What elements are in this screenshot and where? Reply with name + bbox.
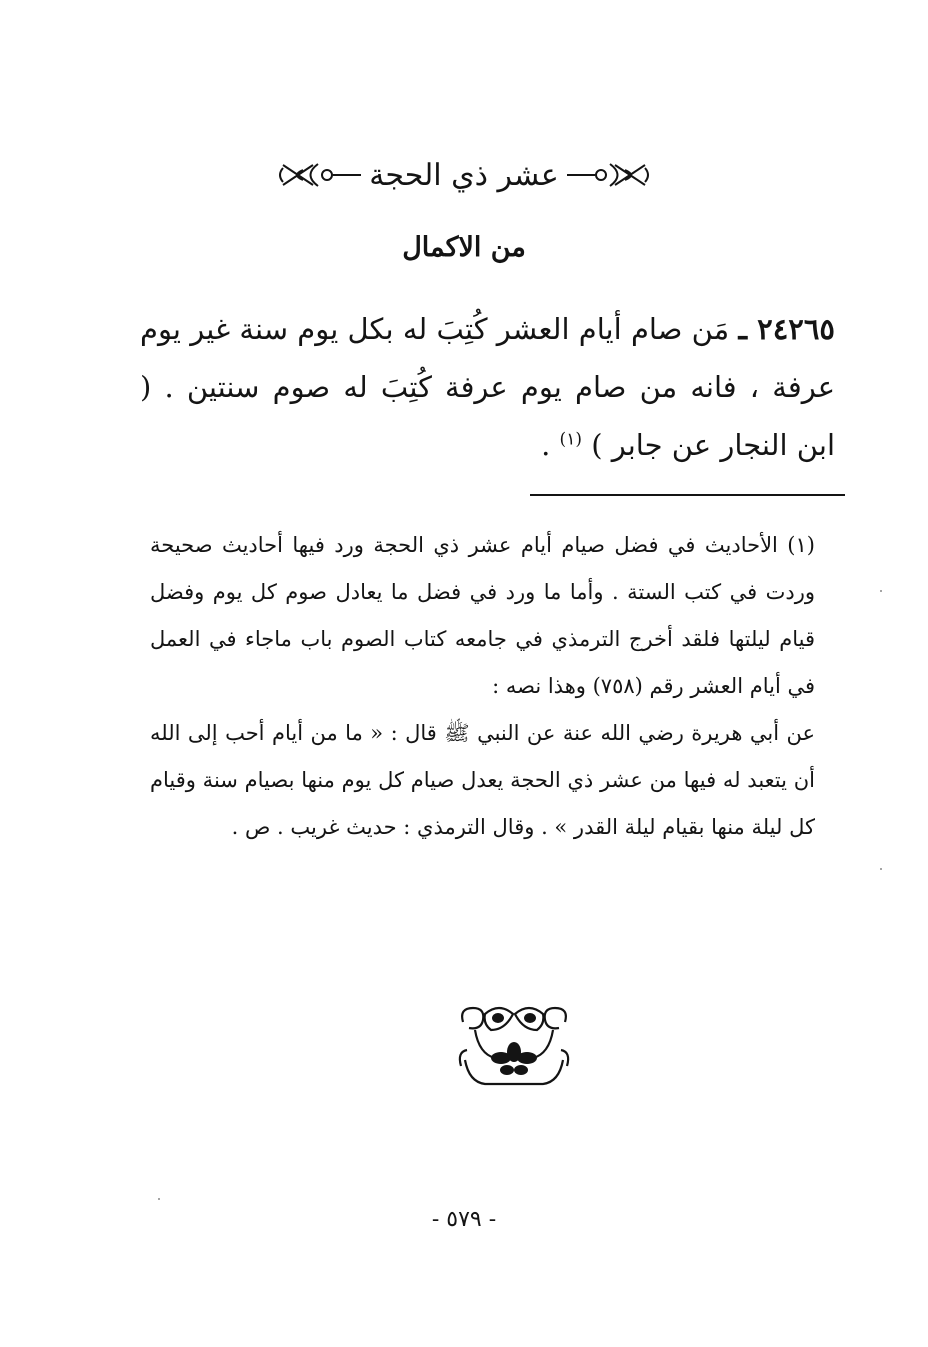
hadith-source: ( ابن النجار عن جابر ) [140,370,835,462]
footnote-reference: (١) [559,429,582,450]
chapter-heading [0,150,928,200]
paper-speck [880,590,882,592]
end-vignette-icon [455,1000,573,1090]
chapter-title: عشر ذي الحجة [369,157,559,193]
hadith-number: ٢٤٢٦٥ ـ [738,312,836,346]
footnote-divider [530,494,845,496]
page-number: - ٥٧٩ - [431,1207,497,1232]
heading-ornament-left-icon [273,160,363,190]
paper-speck [158,1198,160,1200]
footnote-paragraph: عن أبي هريرة رضي الله عنة عن النبي ﷺ قال : « ما من أيام أحب إلى الله أن يتعبد له فيها من عشر ذي الحجة يعدل صيام كل يوم منها بصيام سنة وقيام كل ليلة منها بقيام ليلة القدر » . وقال الترمذي : حديث غريب . ص . [150,721,815,839]
hadith-text: مَن صام أيام العشر كُتِبَ له بكل يوم سنة غير يوم عرفة ، فانه من صام يوم عرفة كُتِبَ له صوم سنتين . [140,312,836,404]
footnote-paragraph: (١) الأحاديث في فضل صيام أيام عشر ذي الحجة ورد فيها أحاديث صحيحة وردت في كتب الستة . وأما ما ورد في فضل ما يعادل صوم كل يوم وفضل قيام ليلتها فلقد أخرج الترمذي في جامعه كتاب الصوم باب ماجاء في العمل في أيام العشر رقم (٧٥٨) وهذا نصه : [150,533,815,698]
paper-speck [880,868,882,870]
hadith-entry [140,300,835,474]
section-subheading: من الاكمال [402,232,526,263]
hadith-end-mark: . [541,428,551,462]
heading-ornament-right-icon [565,160,655,190]
footnote-block [150,522,815,851]
